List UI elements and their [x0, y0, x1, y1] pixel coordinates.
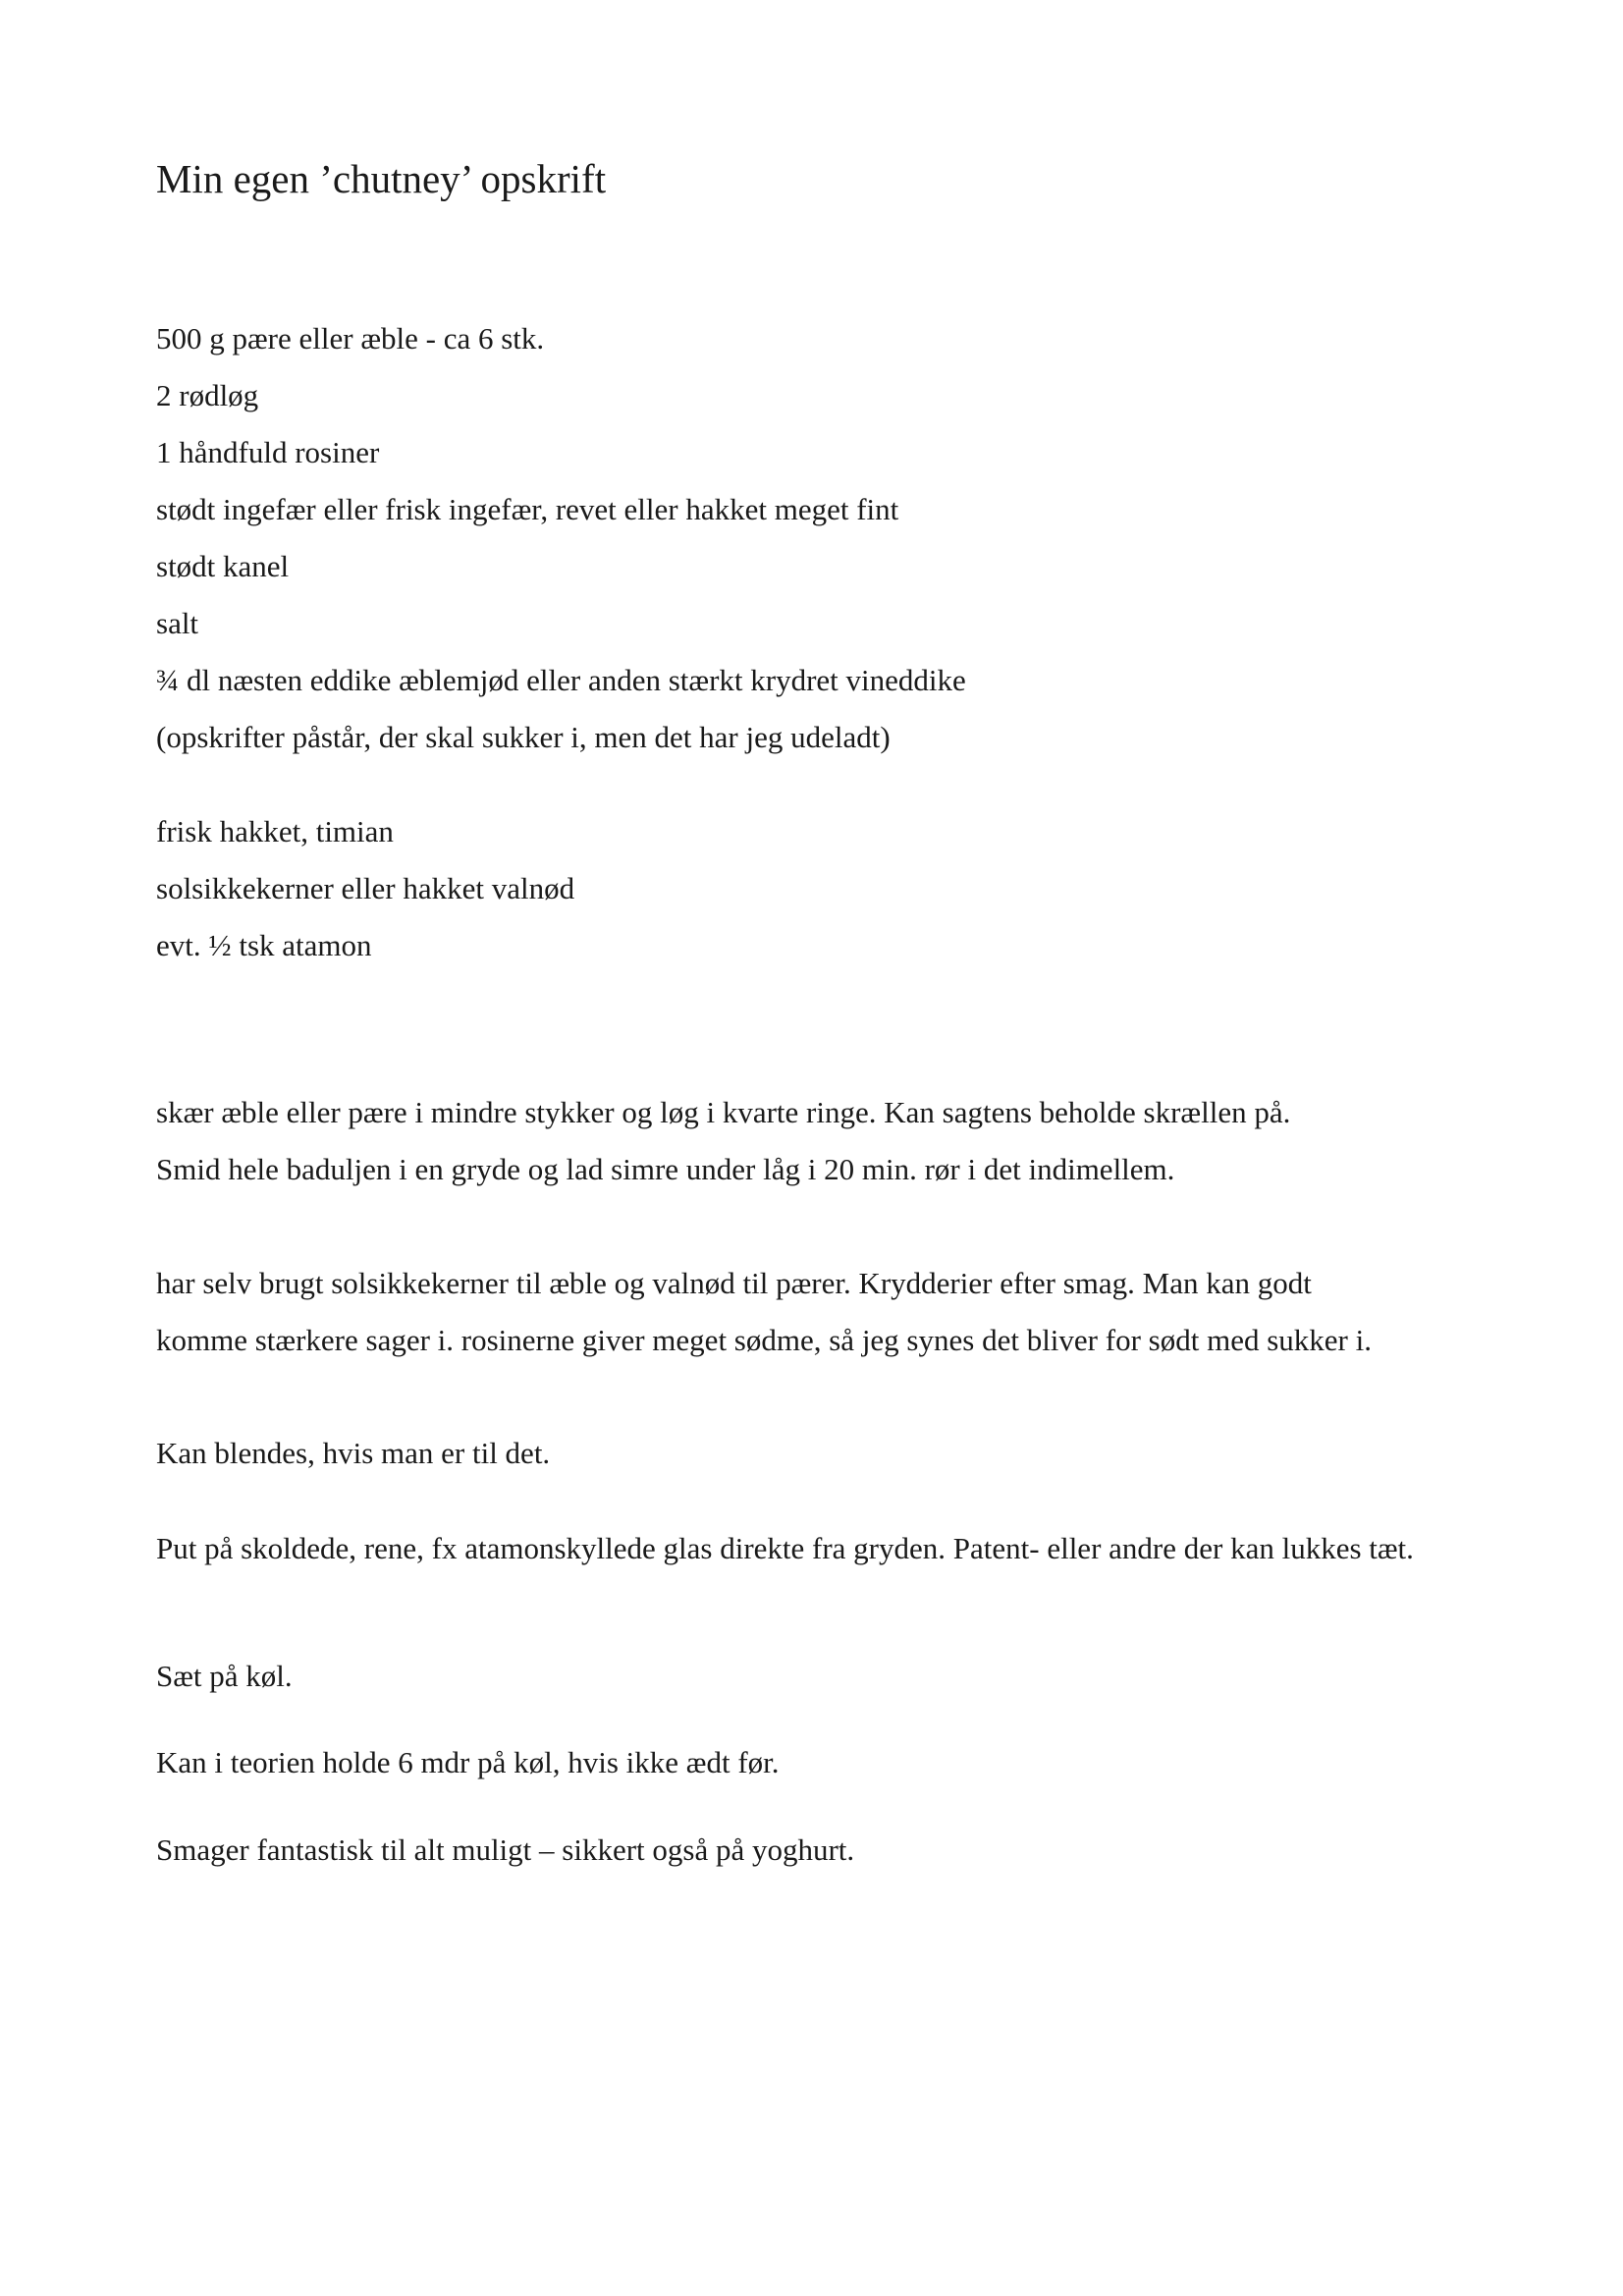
- ingredient-line: 500 g pære eller æble - ca 6 stk.: [156, 321, 545, 355]
- method-text: [156, 1084, 1491, 1198]
- cool-paragraph: Sæt på køl.: [156, 1659, 293, 1693]
- ingredient-line: stødt ingefær eller frisk ingefær, revet eller hakket meget fint: [156, 492, 899, 526]
- notes-line: har selv brugt solsikkekerner til æble og valnød til pærer. Krydderier efter smag. Man kan godt: [156, 1266, 1312, 1300]
- extra-line: evt. ½ tsk atamon: [156, 928, 372, 962]
- extra-line: solsikkekerner eller hakket valnød: [156, 871, 575, 905]
- storage-paragraph: Kan i teorien holde 6 mdr på køl, hvis ikke ædt før.: [156, 1745, 780, 1779]
- ingredients-list: [156, 310, 1491, 766]
- ingredient-line: 2 rødløg: [156, 378, 259, 412]
- page-title: Min egen ’chutney’ opskrift: [156, 156, 607, 201]
- extra-line: frisk hakket, timian: [156, 814, 394, 848]
- ingredient-line: (opskrifter påstår, der skal sukker i, men det har jeg udeladt): [156, 720, 891, 754]
- ingredient-line: ¾ dl næsten eddike æblemjød eller anden stærkt krydret vineddike: [156, 663, 966, 697]
- ingredient-line: salt: [156, 606, 199, 640]
- method-line: Smid hele baduljen i en gryde og lad simre under låg i 20 min. rør i det indimellem.: [156, 1152, 1175, 1186]
- method-line: skær æble eller pære i mindre stykker og løg i kvarte ringe. Kan sagtens beholde skrællen på.: [156, 1095, 1291, 1129]
- taste-paragraph: Smager fantastisk til alt muligt – sikkert også på yoghurt.: [156, 1832, 855, 1867]
- notes-line: komme stærkere sager i. rosinerne giver meget sødme, så jeg synes det bliver for sødt med sukker i.: [156, 1323, 1372, 1357]
- blend-paragraph: Kan blendes, hvis man er til det.: [156, 1436, 551, 1470]
- ingredient-line: stødt kanel: [156, 549, 290, 583]
- jar-paragraph: Put på skoldede, rene, fx atamonskyllede glas direkte fra gryden. Patent- eller andre der kan lukkes tæt.: [156, 1531, 1414, 1565]
- extras-list: [156, 803, 1491, 974]
- ingredient-line: 1 håndfuld rosiner: [156, 435, 380, 469]
- notes-text: [156, 1255, 1491, 1369]
